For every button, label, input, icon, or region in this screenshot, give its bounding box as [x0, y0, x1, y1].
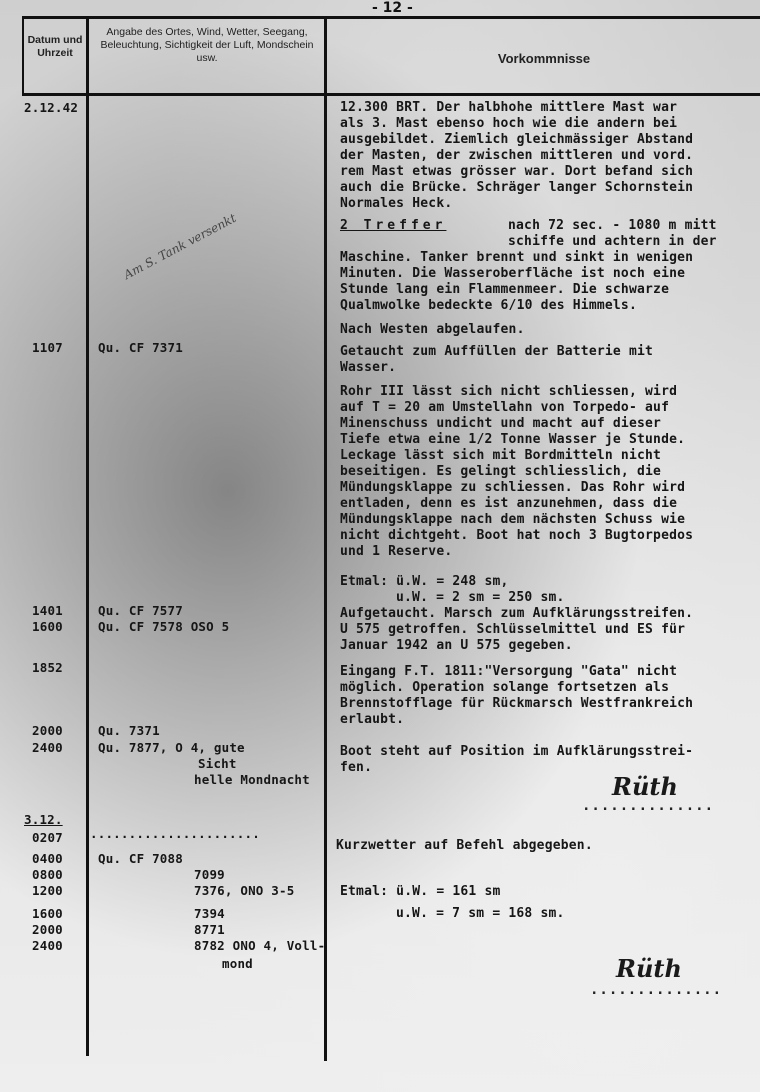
event-line: schiffe und achtern in der	[508, 234, 717, 249]
event-line: U 575 getroffen. Schlüsselmittel und ES für	[340, 622, 686, 637]
time-entry: 1852	[32, 660, 63, 675]
position-entry: 7376, ONO 3-5	[194, 883, 295, 898]
time-entry: 0800	[32, 867, 63, 882]
event-line: möglich. Operation solange fortsetzen als	[340, 680, 670, 695]
event-line: als 3. Mast ebenso hoch wie die andern bei	[340, 116, 678, 131]
page-number: - 12 -	[372, 0, 413, 16]
signature-line: ..............	[590, 982, 723, 998]
event-line: fen.	[340, 760, 373, 775]
time-entry: 2000	[32, 922, 63, 937]
event-line: rem Mast etwas grösser war. Dort befand sich	[340, 164, 694, 179]
position-entry: ......................	[90, 826, 260, 841]
header-rule	[22, 93, 760, 96]
position-entry: Qu. 7877, O 4, gute	[98, 740, 245, 755]
event-line: Wasser.	[340, 360, 397, 375]
time-entry: 1200	[32, 883, 63, 898]
event-line: Etmal: ü.W. = 161 sm	[340, 884, 501, 899]
position-entry: Qu. 7371	[98, 723, 160, 738]
position-entry: Qu. CF 7578 OSO 5	[98, 619, 230, 634]
signature: Rüth	[616, 954, 682, 983]
event-line: Stunde lang ein Flammenmeer. Die schwarze	[340, 282, 670, 297]
event-line: Maschine. Tanker brennt und sinkt in wenigen	[340, 250, 694, 265]
time-entry: 1107	[32, 340, 63, 355]
time-entry: 2400	[32, 938, 63, 953]
event-line: Etmal: ü.W. = 248 sm,	[340, 574, 509, 589]
signature: Rüth	[612, 772, 678, 801]
event-line: Leckage lässt sich mit Bordmitteln nicht	[340, 448, 662, 463]
position-entry: Qu. CF 7371	[98, 340, 183, 355]
time-entry: 0400	[32, 851, 63, 866]
event-line: u.W. = 2 sm = 250 sm.	[396, 590, 565, 605]
event-line: der Masten, der zwischen mittleren und vord.	[340, 148, 694, 163]
time-entry: 1401	[32, 603, 63, 618]
event-line: Brennstofflage für Rückmarsch Westfrankreich	[340, 696, 694, 711]
event-line: Kurzwetter auf Befehl abgegeben.	[336, 838, 593, 853]
time-entry: 1600	[32, 906, 63, 921]
time-entry: 1600	[32, 619, 63, 634]
handwritten-note: Am S. Tank versenkt	[121, 210, 239, 282]
event-line: Januar 1942 an U 575 gegeben.	[340, 638, 573, 653]
date-column-rule	[86, 16, 89, 1056]
event-line: erlaubt.	[340, 712, 405, 727]
header-location: Angabe des Ortes, Wind, Wetter, Seegang, Beleuchtung, Sichtigkeit der Luft, Mondschein usw.	[100, 26, 314, 64]
event-line: auch die Brücke. Schräger langer Schornstein	[340, 180, 694, 195]
header-date: Datum und Uhrzeit	[27, 34, 83, 59]
event-line: Eingang F.T. 1811:"Versorgung "Gata" nicht	[340, 664, 678, 679]
event-line: u.W. = 7 sm = 168 sm.	[396, 906, 565, 921]
event-line: nicht dichtgeht. Boot hat noch 3 Bugtorpedos	[340, 528, 694, 543]
event-line: ausgebildet. Ziemlich gleichmässiger Abstand	[340, 132, 694, 147]
date-entry: 3.12.	[24, 812, 63, 827]
event-line: Aufgetaucht. Marsch zum Aufklärungsstreifen.	[340, 606, 694, 621]
left-edge-rule	[22, 16, 24, 96]
event-line: Minenschuss undicht und macht auf dieser	[340, 416, 662, 431]
time-entry: 0207	[32, 830, 63, 845]
event-line: Nach Westen abgelaufen.	[340, 322, 525, 337]
top-rule	[22, 16, 760, 19]
time-entry: 2000	[32, 723, 63, 738]
event-line: nach 72 sec. - 1080 m mitt	[508, 218, 717, 233]
event-line: Mündungsklappe zu schliessen. Das Rohr wird	[340, 480, 686, 495]
event-line: Tiefe etwa eine 1/2 Tonne Wasser je Stunde.	[340, 432, 686, 447]
signature-line: ..............	[582, 798, 715, 814]
position-entry: Sicht	[198, 756, 237, 771]
event-line: 12.300 BRT. Der halbhohe mittlere Mast war	[340, 100, 678, 115]
position-entry: Qu. CF 7088	[98, 851, 183, 866]
event-line: Qualmwolke bedeckte 6/10 des Himmels.	[340, 298, 637, 313]
event-line: beseitigen. Es gelingt schliesslich, die	[340, 464, 662, 479]
position-entry: 8782 ONO 4, Voll-	[194, 938, 326, 953]
position-entry: helle Mondnacht	[194, 772, 310, 787]
event-line: Getaucht zum Auffüllen der Batterie mit	[340, 344, 654, 359]
event-heading-hits: 2 Treffer	[340, 218, 447, 233]
time-entry: 2400	[32, 740, 63, 755]
position-entry: Qu. CF 7577	[98, 603, 183, 618]
position-entry: mond	[222, 956, 253, 971]
event-line: auf T = 20 am Umstellahn von Torpedo- auf	[340, 400, 670, 415]
header-events: Vorkommnisse	[497, 51, 591, 66]
event-line: Rohr III lässt sich nicht schliessen, wird	[340, 384, 678, 399]
time-entry: 2.12.42	[24, 100, 79, 115]
event-line: Normales Heck.	[340, 196, 453, 211]
position-entry: 7099	[194, 867, 225, 882]
event-line: Mündungsklappe nach dem nächsten Schuss wie	[340, 512, 686, 527]
event-line: entladen, denn es ist anzunehmen, dass die	[340, 496, 678, 511]
position-entry: 8771	[194, 922, 225, 937]
event-line: Minuten. Die Wasseroberfläche ist noch eine	[340, 266, 686, 281]
position-entry: 7394	[194, 906, 225, 921]
event-line: und 1 Reserve.	[340, 544, 453, 559]
event-line: Boot steht auf Position im Aufklärungsstrei-	[340, 744, 694, 759]
location-column-rule	[324, 16, 327, 1061]
